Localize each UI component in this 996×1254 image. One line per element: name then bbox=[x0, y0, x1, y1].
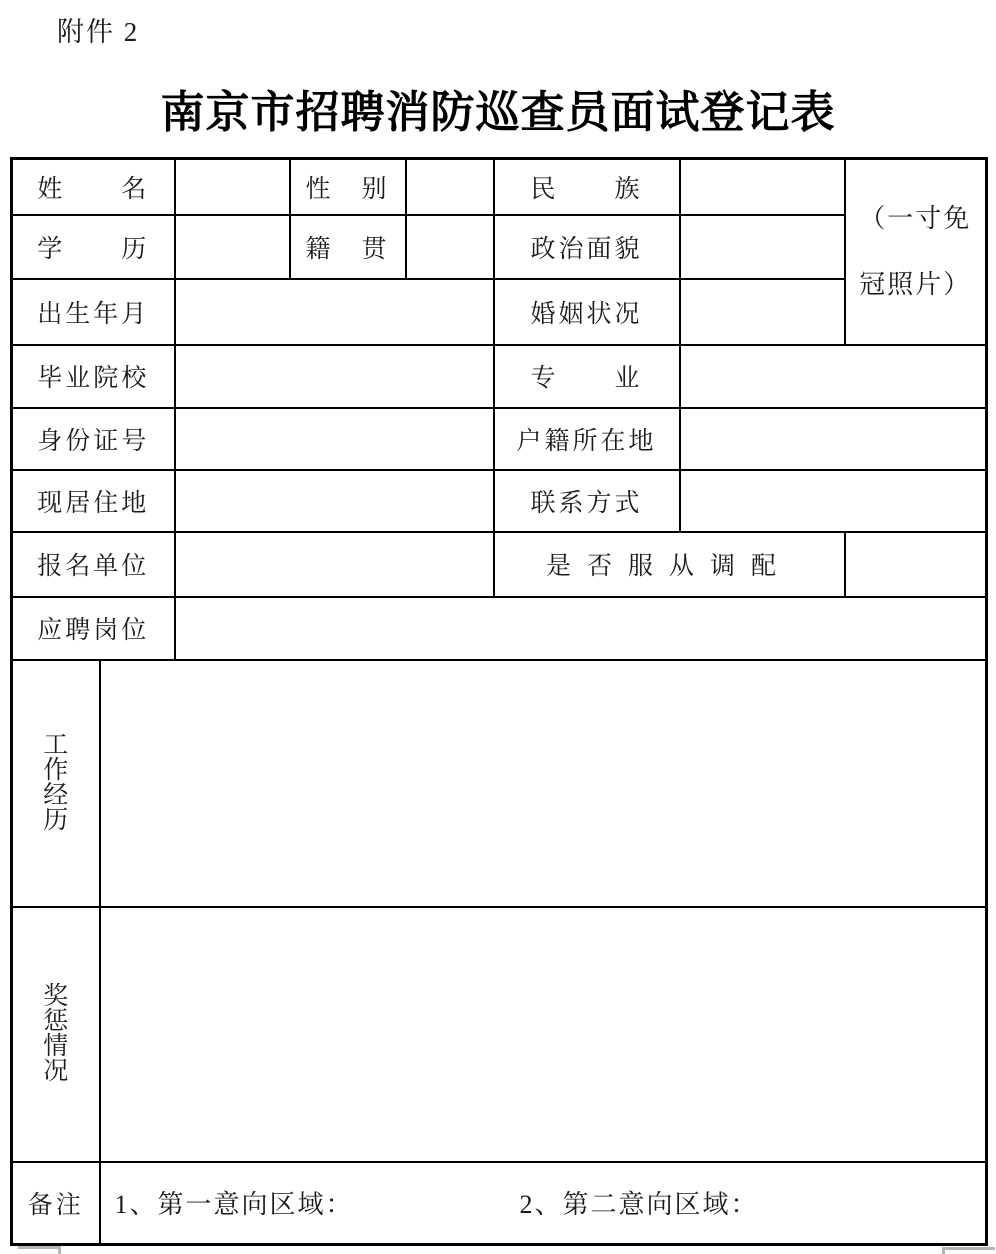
registration-unit-field[interactable] bbox=[175, 532, 494, 597]
ethnicity-label: 民 族 bbox=[494, 159, 680, 215]
ethnicity-field[interactable] bbox=[680, 159, 845, 215]
birth-date-field[interactable] bbox=[175, 279, 494, 345]
native-place-label: 籍 贯 bbox=[290, 215, 406, 279]
marital-status-field[interactable] bbox=[680, 279, 845, 345]
table-row bbox=[12, 408, 987, 470]
remark-second-intent-area: 2、第二意向区域： bbox=[519, 1190, 759, 1220]
id-number-label: 身份证号 bbox=[12, 408, 175, 470]
contact-label: 联系方式 bbox=[494, 470, 680, 532]
work-experience-label-char: 工 bbox=[43, 732, 69, 759]
remarks-field[interactable] bbox=[100, 1162, 987, 1245]
graduate-school-field[interactable] bbox=[175, 345, 494, 408]
work-experience-label bbox=[12, 660, 100, 907]
rewards-punishments-label-char: 情 bbox=[43, 1033, 69, 1060]
birth-date-label: 出生年月 bbox=[12, 279, 175, 345]
rewards-punishments-field[interactable] bbox=[100, 907, 987, 1162]
major-field[interactable] bbox=[680, 345, 987, 408]
table-row bbox=[12, 215, 987, 279]
remarks-label: 备注 bbox=[12, 1162, 100, 1245]
education-field[interactable] bbox=[175, 215, 290, 279]
major-label: 专 业 bbox=[494, 345, 680, 408]
registration-unit-label: 报名单位 bbox=[12, 532, 175, 597]
education-label: 学 历 bbox=[12, 215, 175, 279]
rewards-punishments-label-char: 惩 bbox=[43, 1008, 69, 1035]
table-row bbox=[12, 345, 987, 408]
id-number-field[interactable] bbox=[175, 408, 494, 470]
rewards-punishments-label-char: 况 bbox=[43, 1058, 69, 1085]
contact-field[interactable] bbox=[680, 470, 987, 532]
work-experience-label-char: 作 bbox=[43, 757, 69, 784]
page-title: 南京市招聘消防巡查员面试登记表 bbox=[160, 88, 836, 137]
remark-first-intent-area: 1、第一意向区域： bbox=[114, 1190, 354, 1220]
table-row bbox=[12, 907, 987, 1162]
obey-allocation-field[interactable] bbox=[845, 532, 987, 597]
photo-note-line2: 冠照片） bbox=[859, 269, 972, 299]
rewards-punishments-label-char: 奖 bbox=[43, 983, 69, 1010]
applied-position-label: 应聘岗位 bbox=[12, 597, 175, 660]
gender-field[interactable] bbox=[406, 159, 494, 215]
attachment-label: 附件 2 bbox=[57, 17, 140, 47]
rewards-punishments-label bbox=[12, 907, 100, 1162]
table-row bbox=[12, 660, 987, 907]
table-row bbox=[12, 532, 987, 597]
current-residence-field[interactable] bbox=[175, 470, 494, 532]
name-label: 姓 名 bbox=[12, 159, 175, 215]
political-status-label: 政治面貌 bbox=[494, 215, 680, 279]
name-field[interactable] bbox=[175, 159, 290, 215]
table-row bbox=[12, 1162, 987, 1245]
political-status-field[interactable] bbox=[680, 215, 845, 279]
registration-form-table bbox=[10, 157, 988, 1246]
table-row bbox=[12, 470, 987, 532]
gender-label: 性 别 bbox=[290, 159, 406, 215]
household-location-label: 户籍所在地 bbox=[494, 408, 680, 470]
photo-cell[interactable] bbox=[845, 159, 987, 345]
photo-note-line1: （一寸免 bbox=[859, 203, 972, 233]
obey-allocation-label: 是否服从调配 bbox=[494, 532, 845, 597]
scan-artifact bbox=[18, 1246, 61, 1254]
table-row bbox=[12, 279, 987, 345]
current-residence-label: 现居住地 bbox=[12, 470, 175, 532]
applied-position-field[interactable] bbox=[175, 597, 987, 660]
scan-artifact bbox=[942, 1247, 995, 1254]
table-row bbox=[12, 597, 987, 660]
table-row bbox=[12, 159, 987, 215]
marital-status-label: 婚姻状况 bbox=[494, 279, 680, 345]
work-experience-label-char: 历 bbox=[43, 807, 69, 834]
household-location-field[interactable] bbox=[680, 408, 987, 470]
work-experience-field[interactable] bbox=[100, 660, 987, 907]
native-place-field[interactable] bbox=[406, 215, 494, 279]
work-experience-label-char: 经 bbox=[43, 782, 69, 809]
graduate-school-label: 毕业院校 bbox=[12, 345, 175, 408]
